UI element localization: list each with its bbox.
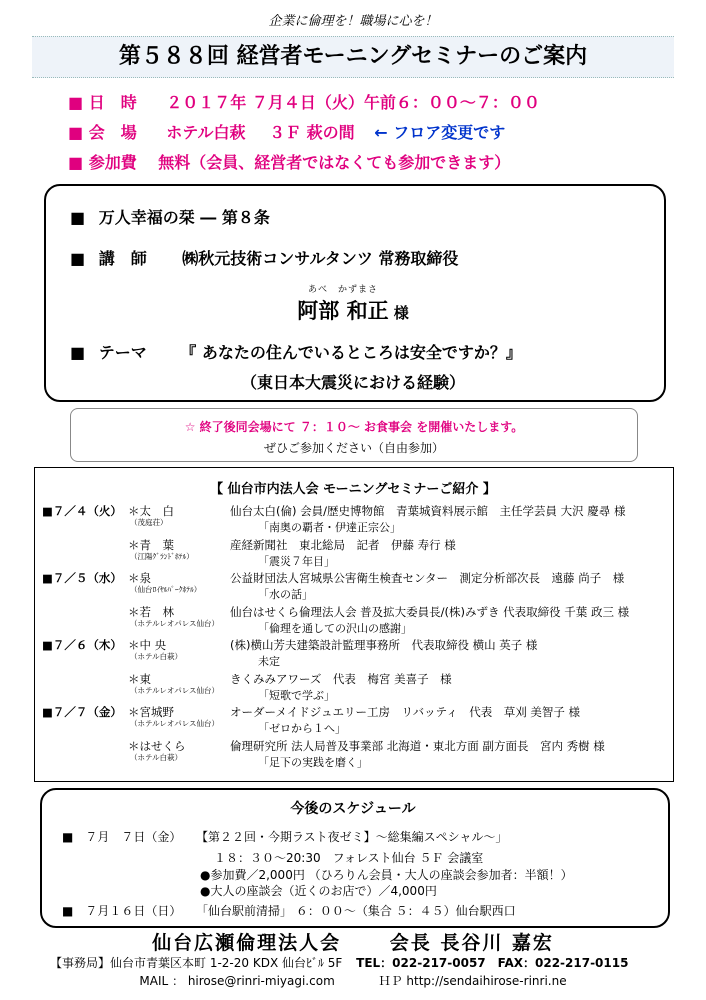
intro-speaker: 仙台太白(倫) 会員/歴史博物館 青葉城資料展示館 主任学芸員 大沢 慶尋 様 [230,504,626,518]
speaker-org: ㈱秋元技術コンサルタンツ 常務取締役 [182,249,459,268]
intro-speaker: オーダーメイドジュエリー工房 リバッティ 代表 草刈 美智子 様 [230,705,581,719]
page-title: 第５８８回 経営者モーニングセミナーのご案内 [32,36,674,78]
intro-topic: 「足下の実践を磨く」 [258,755,368,769]
dinner-notice [70,408,638,462]
theme-row [70,340,522,363]
theme-text: 『 あなたの住んでいるところは安全ですか？』 [180,343,522,362]
intro-lodge-name: ＊太 白 [128,504,174,518]
contact-line [0,972,706,989]
fee-value: 無料（会員、経営者ではなくても参加できます） [158,153,511,172]
lesson-text: 万人幸福の栞 ― 第８条 [98,208,270,227]
intro-venue: （ホテル白萩） [130,752,183,762]
venue-note: ← フロア変更です [374,123,506,142]
bullet-icon: ■ [70,208,86,227]
info-date-row [68,90,540,113]
intro-venue: （仙台ﾛｲﾔﾙﾊﾟｰｸﾎﾃﾙ） [130,585,202,594]
intro-lodge-name: ＊若 林 [128,604,174,619]
venue-value: ホテル白萩 [166,123,246,142]
org-name: 仙台広瀬倫理法人会 [152,932,342,954]
schedule-item1-title: 【第２２回・今期ラスト夜ゼミ】〜総集編スペシャル〜」 [196,830,508,844]
theme-subtitle: （東日本大震災における経験） [240,373,465,392]
schedule-title: 今後のスケジュール [290,801,416,817]
office-address: 【事務局】仙台市青葉区本町 1-2-20 KDX 仙台ﾋﾞﾙ 5F [50,956,343,970]
intro-speaker: 産経新聞社 東北総局 記者 伊藤 寿行 様 [230,537,456,552]
dinner-line2: ぜひご参加ください（自由参加） [263,441,444,455]
intro-topic: 「震災７年目」 [258,554,335,568]
theme-label: テーマ [98,343,147,362]
intro-title: 【 仙台市内法人会 モーニングセミナーご紹介 】 [210,482,496,497]
mail[interactable]: MAIL ： hirose@rinri-miyagi.com [139,974,335,988]
homepage[interactable]: ＨＰ http://sendaihirose-rinri.ne [378,974,567,988]
schedule-item1-detail: １８：３０〜20:30 フォレスト仙台 ５Ｆ 会議室 [214,851,484,865]
speaker-honorific: 様 [393,304,409,322]
intro-topic: 未定 [258,655,280,668]
intro-date: ■７／５（水） [42,571,122,585]
bullet-icon: ■ [70,343,86,362]
intro-lodge-name: ＊東 [128,671,151,686]
bullet-icon: ■ [68,123,84,142]
intro-speaker: 仙台はせくら倫理法人会 普及拡大委員長/(株)みずき 代表取締役 千葉 政三 様 [230,604,630,619]
tel-fax: TEL：022-217-0057 FAX：022-217-0115 [356,956,629,970]
intro-speaker: きくみみアワーズ 代表 梅宮 美喜子 様 [230,671,452,686]
intro-lodge-name: ＊宮城野 [128,705,174,719]
schedule-item1-fee: ●参加費／2,000円 （ひろりん会員・大人の座談会参加者：半額！） [200,868,573,882]
date-label: 日 時 [88,93,137,112]
bullet-icon: ■ [68,153,84,172]
intro-topic: 「水の話」 [258,588,313,601]
speaker-row [70,246,458,269]
intro-venue: （ホテルレオパレス仙台） [130,719,220,728]
intro-topic: 「ゼロから１へ」 [258,722,346,735]
lesson-row [70,205,270,228]
intro-date: ■７／４（火） [42,504,122,518]
venue-room: ３Ｆ 萩の間 [269,123,355,142]
bullet-icon: ■ [68,93,84,112]
intro-lodge-name: ＊泉 [128,571,151,585]
office-line [50,954,628,971]
schedule-item1-date: ■ ７月 ７日（金） [62,830,182,844]
dinner-line1: ☆ 終了後同会場にて ７：１０〜 お食事会 を開催いたします。 [184,420,524,434]
intro-lodge-name: ＊中 央 [128,638,167,652]
slogan: 企業に倫理を！職場に心を！ [268,14,438,29]
date-value: ２０１７年 ７月４日（火）午前６：００〜７：００ [166,93,540,112]
intro-topic: 「短歌で学ぶ」 [258,688,335,702]
intro-venue: （ホテル白萩） [130,652,183,661]
speaker-name-block [0,282,706,325]
intro-venue: （江陽ｸﾞﾗﾝﾄﾞﾎﾃﾙ） [130,551,194,561]
intro-speaker: 公益財団法人宮城県公害衛生検査センター 測定分析部次長 遠藤 尚子 様 [230,571,625,585]
intro-lodge-name: ＊青 葉 [128,537,174,552]
intro-speaker: 倫理研究所 法人局普及事業部 北海道・東北方面 副方面長 宮内 秀樹 様 [230,738,605,753]
speaker-name: 阿部 和正 [297,299,389,323]
info-fee-row [68,150,510,173]
intro-speaker: (株)横山芳夫建築設計監理事務所 代表取締役 横山 英子 様 [230,638,538,652]
organizer [0,928,706,955]
schedule-item2-title: 「仙台駅前清掃」 ６：００〜（集合 ５：４５）仙台駅西口 [196,904,516,918]
venue-label: 会 場 [88,123,137,142]
intro-date: ■７／７（金） [42,705,122,719]
fee-label: 参加費 [88,153,137,172]
intro-date: ■７／６（木） [42,638,122,652]
intro-venue: （茂庭荘） [130,518,168,527]
info-venue-row [68,120,505,143]
speaker-furigana: あべ かずまさ [307,285,378,295]
schedule-item2-date: ■ ７月１６日（日） [62,904,182,918]
intro-lodge-name: ＊はせくら [128,738,186,753]
speaker-label: 講 師 [98,249,147,268]
schedule-item1-party: ●大人の座談会（近くのお店で）／4,000円 [200,884,437,898]
org-chair: 会長 長谷川 嘉宏 [389,932,554,954]
intro-venue: （ホテルレオパレス仙台） [130,685,220,695]
intro-venue: （ホテルレオパレス仙台） [130,618,220,628]
bullet-icon: ■ [70,249,86,268]
intro-topic: 「南奥の覇者・伊達正宗公」 [258,521,401,534]
intro-topic: 「倫理を通しての沢山の感謝」 [258,621,412,635]
